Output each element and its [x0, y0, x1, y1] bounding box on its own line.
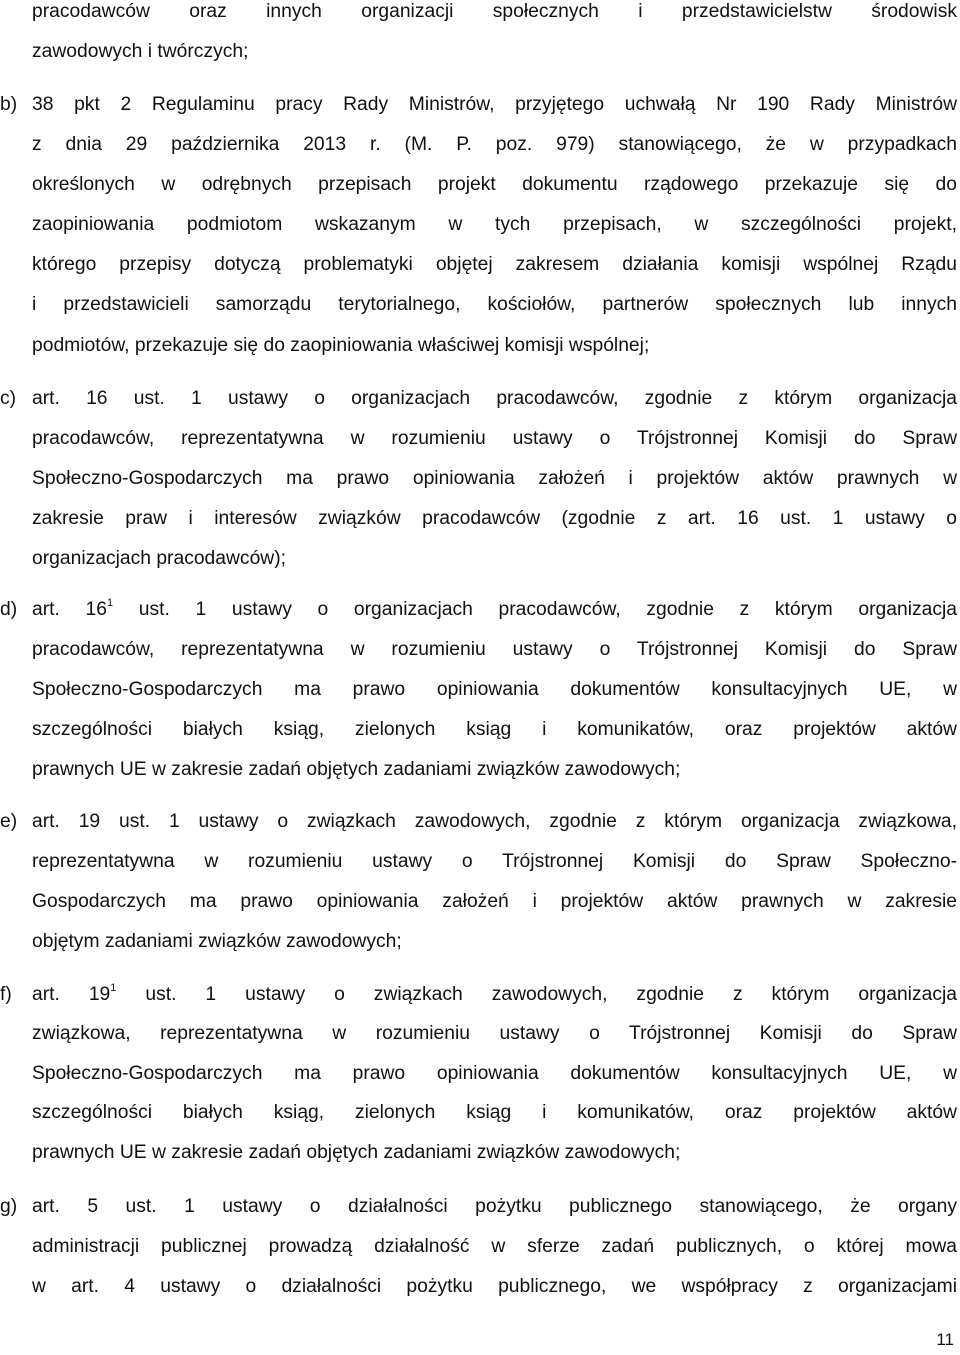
list-item-c-line: c) art. 16 ust. 1 ustawy o organizacjach pracodawców, zgodnie z którym organizacja	[0, 388, 957, 409]
superscript: 1	[106, 597, 114, 609]
list-label-f: f)	[0, 984, 12, 1005]
list-item-b-line: zaopiniowania podmiotom wskazanym w tych przepisach, w szczególności projekt,	[32, 214, 957, 235]
list-item-d-line: pracodawców, reprezentatywna w rozumieniu ustawy o Trójstronnej Komisji do Spraw	[32, 639, 957, 660]
list-label-g: g)	[0, 1196, 18, 1217]
list-item-c-line: pracodawców, reprezentatywna w rozumieniu ustawy o Trójstronnej Komisji do Spraw	[32, 428, 957, 449]
list-item-b-line: z dnia 29 października 2013 r. (M. P. poz. 979) stanowiącego, że w przypadkach	[32, 134, 957, 155]
list-item-f-line: prawnych UE w zakresie zadań objętych zadaniami związków zawodowych;	[32, 1142, 681, 1163]
list-label-d: d)	[0, 599, 18, 620]
list-item-g-line: administracji publicznej prowadzą działalność w sferze zadań publicznych, o której mowa	[32, 1236, 957, 1257]
list-item-g-line: g) art. 5 ust. 1 ustawy o działalności pożytku publicznego stanowiącego, że organy	[0, 1196, 957, 1217]
list-item-b-line: określonych w odrębnych przepisach projekt dokumentu rządowego przekazuje się do	[32, 174, 957, 195]
intro-line: zawodowych i twórczych;	[32, 41, 249, 62]
list-item-e-line: objętym zadaniami związków zawodowych;	[32, 931, 402, 952]
list-label-b: b)	[0, 94, 18, 115]
list-item-c-line: organizacjach pracodawców);	[32, 548, 286, 569]
list-item-f-line: związkowa, reprezentatywna w rozumieniu ustawy o Trójstronnej Komisji do Spraw	[32, 1023, 957, 1044]
page-number: 11	[936, 1330, 954, 1349]
list-item-e-line: e) art. 19 ust. 1 ustawy o związkach zawodowych, zgodnie z którym organizacja związkowa,	[0, 811, 957, 832]
list-label-e: e)	[0, 811, 18, 832]
list-item-g-line: w art. 4 ustawy o działalności pożytku publicznego, we współpracy z organizacjami	[32, 1276, 957, 1297]
list-item-f-line: szczególności białych ksiąg, zielonych ksiąg i komunikatów, oraz projektów aktów	[32, 1102, 957, 1123]
list-item-b-line: b) 38 pkt 2 Regulaminu pracy Rady Ministrów, przyjętego uchwałą Nr 190 Rady Ministrów	[0, 94, 957, 115]
list-item-d-line: Społeczno-Gospodarczych ma prawo opiniowania dokumentów konsultacyjnych UE, w	[32, 679, 957, 700]
list-item-d-line: prawnych UE w zakresie zadań objętych zadaniami związków zawodowych;	[32, 759, 681, 780]
list-item-d-line: szczególności białych ksiąg, zielonych ksiąg i komunikatów, oraz projektów aktów	[32, 719, 957, 740]
list-item-e-line: Gospodarczych ma prawo opiniowania założeń i projektów aktów prawnych w zakresie	[32, 891, 957, 912]
superscript: 1	[110, 982, 117, 994]
list-item-b-line: podmiotów, przekazuje się do zaopiniowania właściwej komisji wspólnej;	[32, 335, 650, 356]
list-item-e-line: reprezentatywna w rozumieniu ustawy o Trójstronnej Komisji do Spraw Społeczno-	[32, 851, 957, 872]
list-item-f-line: Społeczno-Gospodarczych ma prawo opiniowania dokumentów konsultacyjnych UE, w	[32, 1063, 957, 1084]
list-item-c-line: zakresie praw i interesów związków pracodawców (zgodnie z art. 16 ust. 1 ustawy o	[32, 508, 957, 529]
list-item-c-line: Społeczno-Gospodarczych ma prawo opiniowania założeń i projektów aktów prawnych w	[32, 468, 957, 489]
list-item-f-line: f) art. $19^1$ ust. 1 ustawy o związkach zawodowych, zgodnie z którym organizacja	[0, 982, 957, 1005]
list-label-c: c)	[0, 388, 17, 409]
list-item-b-line: i przedstawicieli samorządu terytorialnego, kościołów, partnerów społecznych lub innych	[32, 294, 957, 315]
list-item-d-line: d) art. $16^1$ ust. 1 ustawy o organizacjach pracodawców, zgodnie z którym organizacja	[0, 597, 957, 620]
intro-line: pracodawców oraz innych organizacji społecznych i przedstawicielstw środowisk	[32, 1, 957, 22]
list-item-b-line: którego przepisy dotyczą problematyki objętej zakresem działania komisji wspólnej Rządu	[32, 254, 957, 275]
